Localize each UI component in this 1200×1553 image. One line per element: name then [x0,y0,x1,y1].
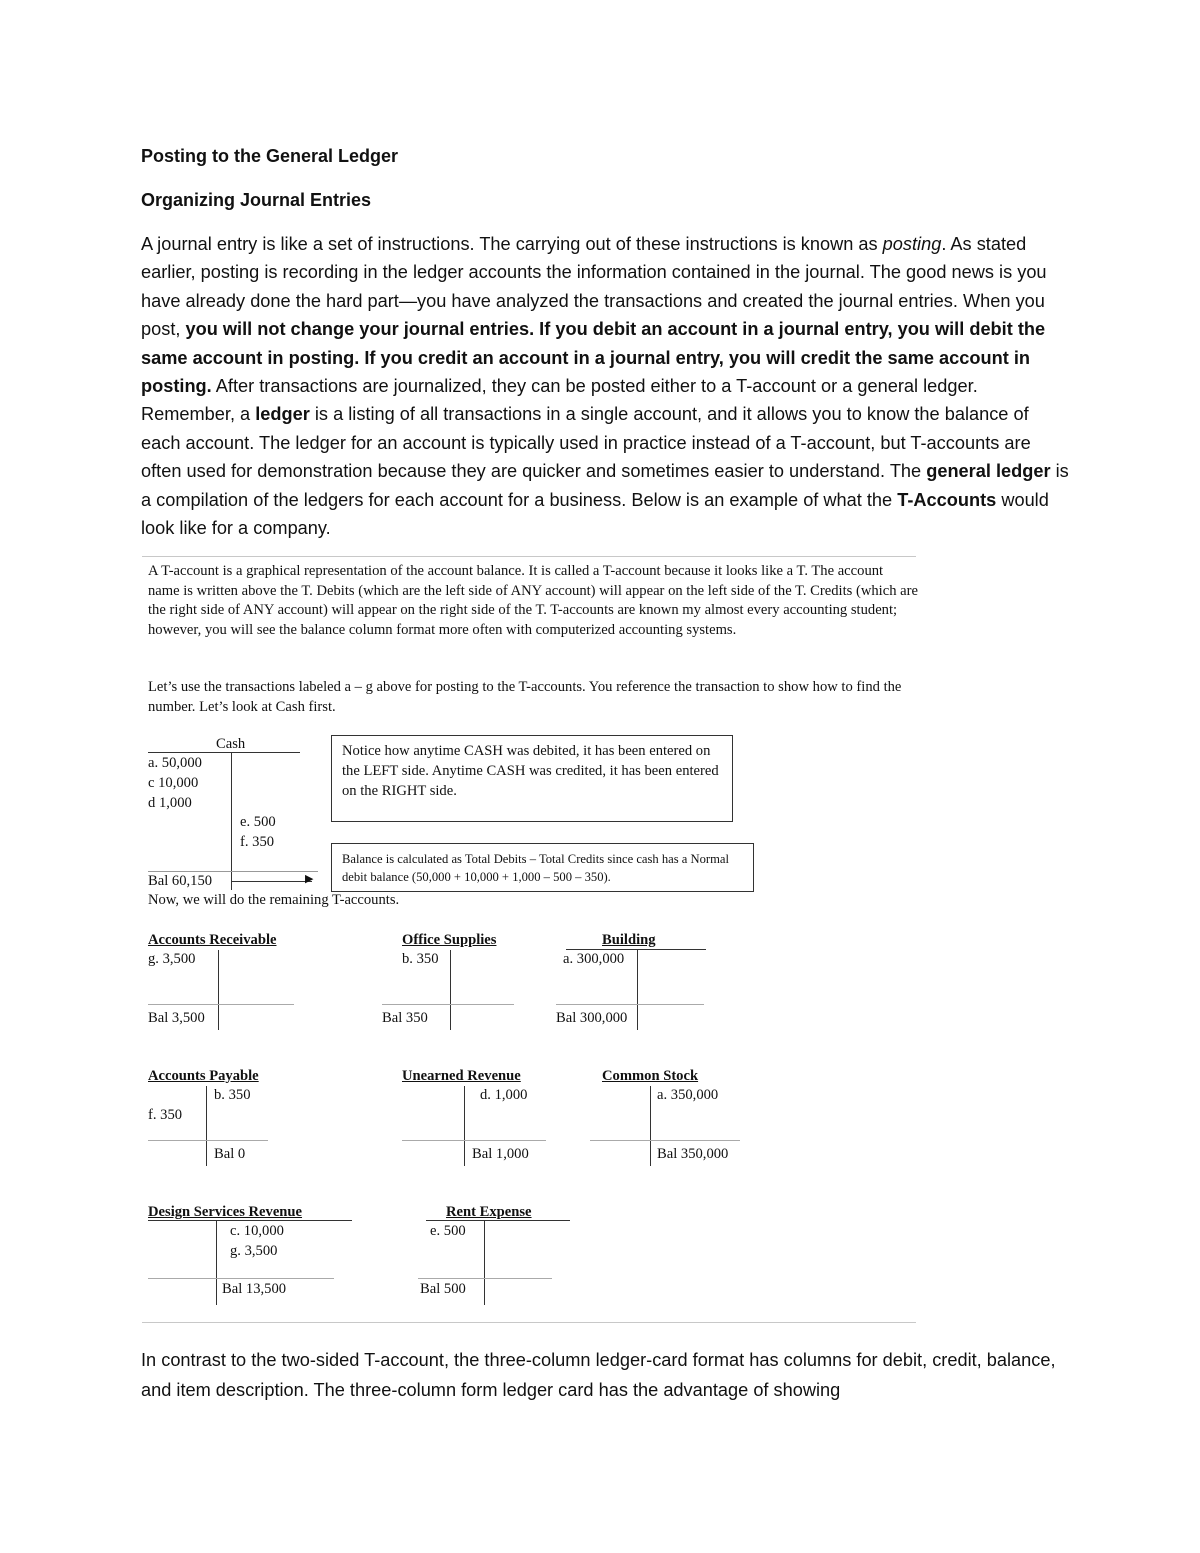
office-supplies-rule [382,1004,514,1005]
para1-run: . As stated earlier, posting is recording in the ledger accounts the information contained in the journal. The good news is you have already done the hard part—you have analyzed the transactions and created the journal entries. When you post, [141,234,1047,340]
figure-now-text: Now, we will do the remaining T-accounts. [148,892,400,908]
rent-expense-balance: Bal 500 [420,1281,466,1297]
unearned-revenue-stem [464,1086,465,1166]
contrast-paragraph: In contrast to the two-sided T-account, the three-column ledger-card format has columns for debit, credit, balance, and item description. The three-column form ledger card has the advantage of showing [141,1350,1056,1400]
cash-debit: d 1,000 [148,795,192,811]
para1-run-bold: general ledger [926,461,1051,482]
office-supplies-balance: Bal 350 [382,1010,428,1026]
cash-total-rule [148,871,318,872]
rent-expense-stem [484,1221,485,1305]
building-balance: Bal 300,000 [556,1010,628,1026]
unearned-revenue-balance: Bal 1,000 [472,1146,529,1162]
rent-expense-t-top-line [426,1220,570,1221]
accounts-receivable-stem [218,950,219,1030]
balance-note-text: Balance is calculated as Total Debits – Total Credits since cash has a Normal debit balance (50,000 + 10,000 + 1,000 – 500 – 350). [342,852,730,884]
common-stock-title: Common Stock [602,1068,699,1084]
cash-debit: c 10,000 [148,775,199,791]
arrow-line [232,881,312,882]
para1-run-bold: you will not change your journal entries. If you debit an account in a journal entry, you will debit the same account in posting. If you credit an account in a journal entry, you will credit the same account in posting. [141,319,1046,397]
cash-t-stem [231,752,232,890]
page-title: Posting to the General Ledger [141,146,399,166]
cash-balance: Bal 60,150 [148,873,213,889]
para1-run: After transactions are journalized, they can be posted either to a T-account or a general ledger. Remember, a [141,376,978,425]
figure-use-text: Let’s use the transactions labeled a – g above for posting to the T-accounts. You reference the transaction to show how to find the number. Let’s look at Cash first. [148,679,902,715]
building-t-top-line [566,949,706,950]
office-supplies-stem [450,950,451,1030]
design-services-revenue-credit: c. 10,000 [230,1223,284,1239]
office-supplies-title: Office Supplies [402,932,497,948]
accounts-payable-rule [148,1140,268,1141]
para1-run-bold: T-Accounts [897,489,997,510]
para1-run: is a compilation of the ledgers for each account for a business. Below is an example of what the [141,461,1069,510]
para1-run: would look like for a company. [141,489,1049,539]
para1-run-italic: posting [882,234,942,254]
common-stock-credit: a. 350,000 [657,1087,719,1103]
design-services-revenue-stem [216,1221,217,1305]
unearned-revenue-title: Unearned Revenue [402,1068,521,1084]
accounts-payable-debit: f. 350 [148,1107,183,1123]
accounts-receivable-title: Accounts Receivable [148,932,277,948]
figure-intro-text: A T-account is a graphical representation of the account balance. It is called a T-account because it looks like a T. The account name is written above the T. Debits (which are the left side of ANY account) will appear on the left side of the T. Credits (which are the right side of ANY account) will appear on the right side of the T. T-accounts are known my almost every accounting student; however, you will see the balance column format more often with computerized accounting systems. [148,563,918,638]
common-stock-balance: Bal 350,000 [657,1146,729,1162]
section-subtitle: Organizing Journal Entries [141,190,372,210]
accounts-receivable-rule [148,1004,294,1005]
figure-bottom-rule [142,1322,916,1323]
cash-debit: a. 50,000 [148,755,202,771]
design-services-revenue-rule [148,1278,334,1279]
building-rule [556,1004,704,1005]
cash-title: Cash [216,736,246,752]
unearned-revenue-credit: d. 1,000 [480,1087,528,1103]
accounts-payable-credit: b. 350 [214,1087,251,1103]
figure-top-rule [142,556,916,557]
para1-run: A journal entry is like a set of instructions. The carrying out of these instructions is known as [141,234,883,254]
common-stock-stem [650,1086,651,1166]
design-services-revenue-t-top-line [148,1220,352,1221]
rent-expense-rule [418,1278,552,1279]
balance-note-box [331,843,754,892]
accounts-payable-stem [206,1086,207,1166]
unearned-revenue-rule [402,1140,546,1141]
building-debit: a. 300,000 [563,951,625,967]
design-services-revenue-credit: g. 3,500 [230,1243,278,1259]
accounts-payable-title: Accounts Payable [148,1068,259,1084]
rent-expense-debit: e. 500 [430,1223,466,1239]
accounts-receivable-balance: Bal 3,500 [148,1010,205,1026]
cash-note-box [331,735,733,822]
rent-expense-title: Rent Expense [446,1204,532,1220]
para1-run-bold: ledger [255,404,310,425]
cash-credit: f. 350 [240,834,275,850]
accounts-receivable-debit: g. 3,500 [148,951,196,967]
cash-note-text: Notice how anytime CASH was debited, it has been entered on the LEFT side. Anytime CASH was credited, it has been entered on the RIGHT side. [342,743,719,799]
arrow-head-icon: ▶ [305,873,314,885]
building-title: Building [602,932,656,948]
building-stem [637,950,638,1030]
design-services-revenue-title: Design Services Revenue [148,1204,303,1220]
accounts-payable-balance: Bal 0 [214,1146,246,1162]
intro-paragraph [141,230,1071,542]
common-stock-rule [590,1140,740,1141]
design-services-revenue-balance: Bal 13,500 [222,1281,287,1297]
para1-run: is a listing of all transactions in a single account, and it allows you to know the balance of each account. The ledger for an account is typically used in practice instead of a T-account, but T-accounts are often used for demonstration because they are quicker and sometimes easier to understand. The [141,404,1031,482]
cash-credit: e. 500 [240,814,276,830]
office-supplies-debit: b. 350 [402,951,439,967]
